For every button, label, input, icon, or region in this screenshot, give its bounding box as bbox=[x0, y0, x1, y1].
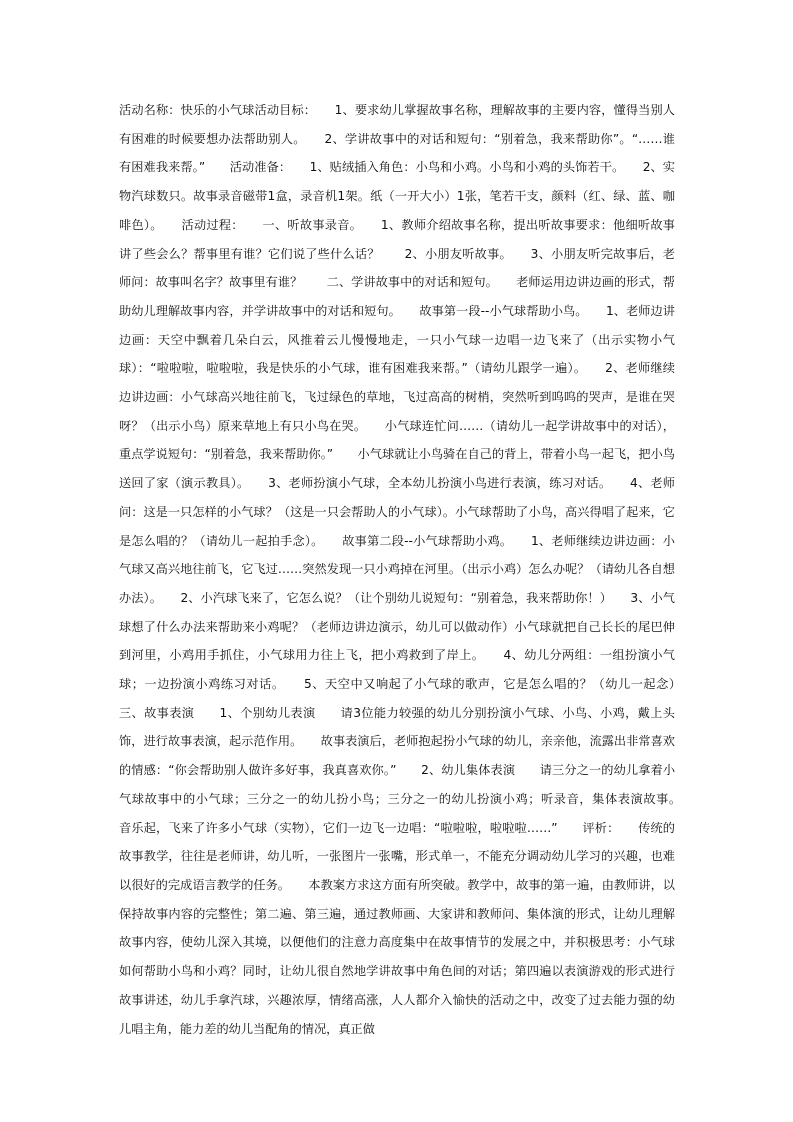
lesson-plan-body-text: 活动名称：快乐的小气球活动目标： 1、要求幼儿掌握故事名称，理解故事的主要内容，懂得当别人有困难的时候要想办法帮助别人。 2、学讲故事中的对话和短句：“别着急，我来帮助你”。“……谁有困难我来帮。” 活动准备： 1、贴绒插入角色：小鸟和小鸡。小鸟和小鸡的头饰若干。 2、实物汽球数只。故事录音磁带1盒，录音机1架。纸（一开大小）1张，笔若干支，颜料（红、绿、蓝、咖啡色）。 活动过程： 一、听故事录音。 1、教师介绍故事名称，提出听故事要求：他细听故事讲了些会么？帮事里有谁？它们说了些什么话？ 2、小朋友听故事。 3、小朋友听完故事后，老师问：故事叫名字？故事里有谁？ 二、学讲故事中的对话和短句。 老师运用边讲边画的形式，帮助幼儿理解故事内容，并学讲故事中的对话和短句。 故事第一段--小气球帮助小鸟。 1、老师边讲边画：天空中飘着几朵白云，风推着云儿慢慢地走，一只小气球一边唱一边飞来了（出示实物小气球）：“啦啦啦，啦啦啦，我是快乐的小气球，谁有困难我来帮。”（请幼儿跟学一遍）。 2、老师继续边讲边画：小气球高兴地往前飞，飞过绿色的草地，飞过高高的树梢，突然听到呜呜的哭声，是谁在哭呀？（出示小鸟）原来草地上有只小鸟在哭。 小气球连忙问……（请幼儿一起学讲故事中的对话），重点学说短句：“别着急，我来帮助你。” 小气球就让小鸟骑在自己的背上，带着小鸟一起飞，把小鸟送回了家（演示教具）。 3、老师扮演小气球，全本幼儿扮演小鸟进行表演，练习对话。 4、老师问：这是一只怎样的小气球？（这是一只会帮助人的小气球）。小气球帮助了小鸟，高兴得唱了起来，它是怎么唱的？（请幼儿一起拍手念）。 故事第二段--小气球帮助小鸡。 1、老师继续边讲边画：小气球又高兴地往前飞，它飞过……突然发现一只小鸡掉在河里。（出示小鸡）怎么办呢？（请幼儿各自想办法）。 2、小汽球飞来了，它怎么说？（让个别幼儿说短句：“别着急，我来帮助你！） 3、小气球想了什么办法来帮助来小鸡呢？（老师边讲边演示，幼儿可以做动作）小气球就把自己长长的尾巴伸到河里，小鸡用手抓住，小气球用力往上飞，把小鸡救到了岸上。 4、幼儿分两组：一组扮演小气球；一边扮演小鸡练习对话。 5、天空中又响起了小气球的歌声，它是怎么唱的？（幼儿一起念） 三、故事表演 1、个别幼儿表演 请3位能力较强的幼儿分别扮演小气球、小鸟、小鸡，戴上头饰，进行故事表演，起示范作用。 故事表演后，老师抱起扮小气球的幼儿，亲亲他，流露出非常喜欢的情感：“你会帮助别人做许多好事，我真喜欢你。” 2、幼儿集体表演 请三分之一的幼儿拿着小气球故事中的小气球；三分之一的幼儿扮小鸟；三分之一的幼儿扮演小鸡；听录音，集体表演故事。 音乐起，飞来了许多小气球（实物），它们一边飞一边唱：“啦啦啦，啦啦啦……” 评析： 传统的故事教学，往往是老师讲，幼儿听，一张图片一张嘴，形式单一，不能充分调动幼儿学习的兴趣，也难以很好的完成语言教学的任务。 本教案方求这方面有所突破。教学中，故事的第一遍，由教师讲，以保持故事内容的完整性；第二遍、第三遍，通过教师画、大家讲和教师问、集体演的形式，让幼儿理解故事内容，使幼儿深入其境，以便他们的注意力高度集中在故事情节的发展之中，并积极思考：小气球如何帮助小鸟和小鸡？同时，让幼儿很自然地学讲故事中角色间的对话；第四遍以表演游戏的形式进行故事讲述，幼儿手拿汽球，兴趣浓厚，情绪高涨，人人都介入愉快的活动之中，改变了过去能力强的幼儿唱主角，能力差的幼儿当配角的情况，真正做 bbox=[119, 103, 700, 1036]
